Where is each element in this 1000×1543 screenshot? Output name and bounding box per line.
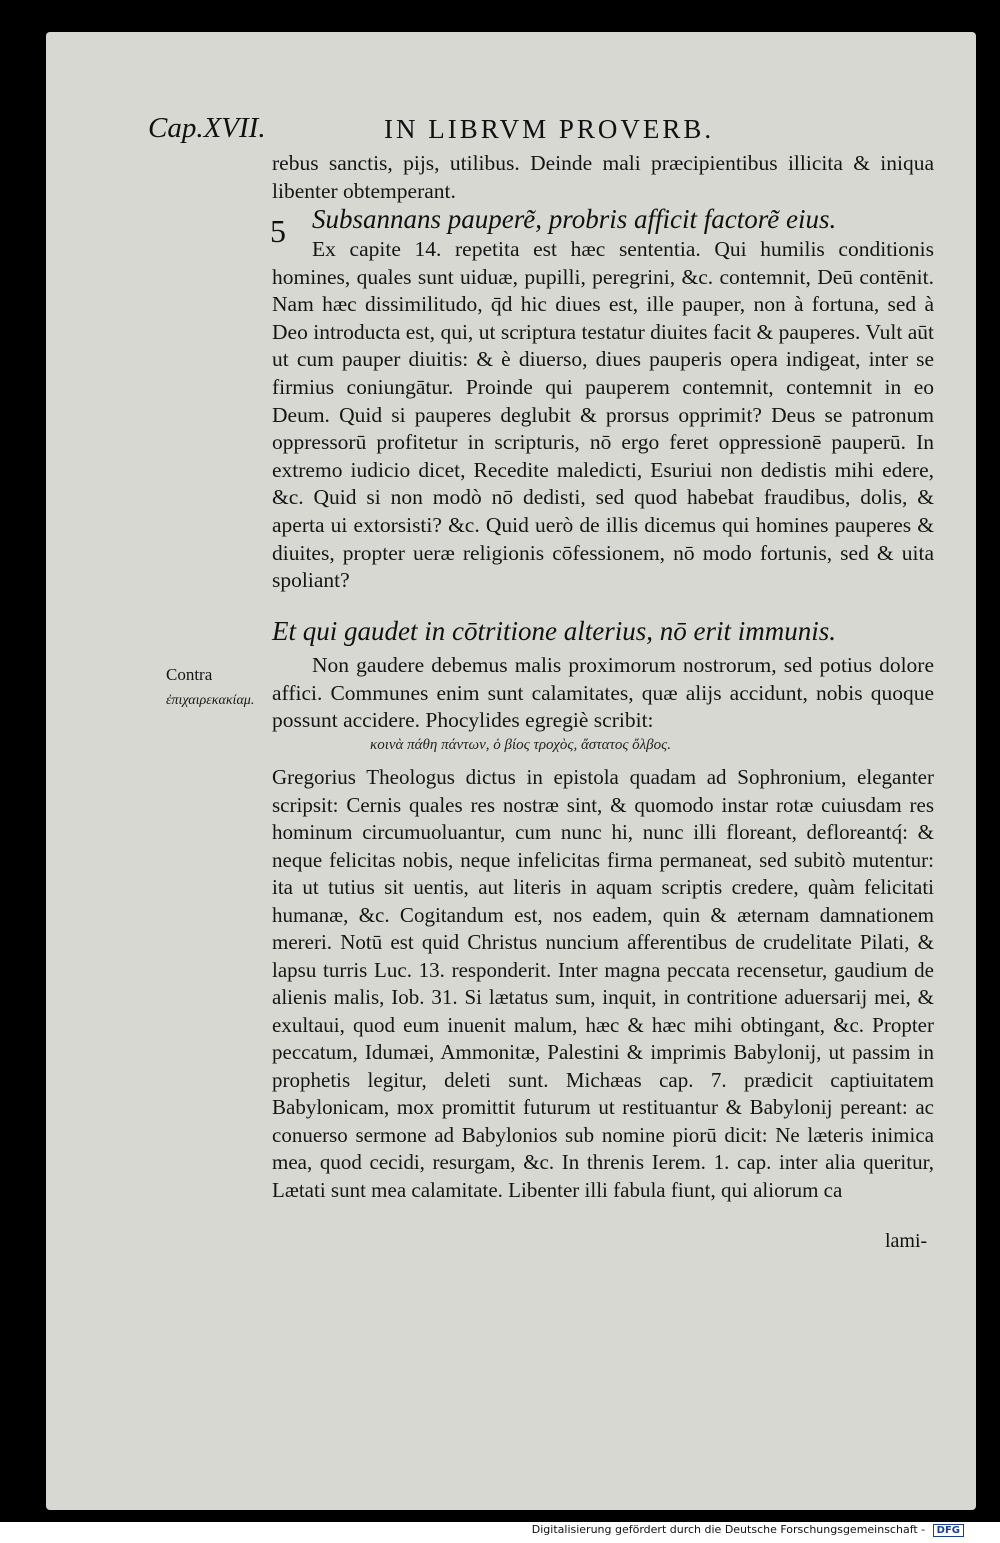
paragraph-three: Gregorius Theologus dictus in epistola quadam ad Sophronium, eleganter scripsit: Cernis quales res nostræ sint, & quomodo instar rotæ cuiusdam res hominum circumuoluantur, cum nunc hi, nunc illi floreant, defloreantq́: & neque felicitas nobis, neque infelicitas firma permaneat, sed subitò mutentur: ita ut tutius sit uentis, aut literis in aquam scriptis credere, quàm felicitati humanæ, &c. Cogitandum est, nos eadem, quin & æternam damnationem mereri. Notū est quid Christus nuncium afferentibus de crudelitate Pilati, & lapsu turris Luc. 13. responderit. Inter magna peccata recensetur, gaudium de alienis malis, Iob. 31. Si lætatus sum, inquit, in contritione aduersarij mei, & exultaui, quod eum inuenit malum, hæc & hæc mihi obtingant, &c. Propter peccatum, Idumæi, Ammonitæ, Palestini & imprimis Babylonij, ut passim in prophetis legitur, deleti sunt. Michæas cap. 7. prædicit captiuitatem Babylonicam, mox promittit futurum ut restituantur & Babylonij pereant: ac conuerso sermone ad Babylonios sub nomine piorū dicit: Ne læteris inimica mea, quod cecidi, resurgam, &c. In threnis Ierem. 1. cap. inter alia queritur, Lætati sunt mea calamitate. Libenter illi fabula fiunt, qui aliorum ca: [272, 765, 934, 1202]
commentary-paragraph: Ex capite 14. repetita est hæc sententia. Qui humilis conditionis homines, quales sunt uiduæ, pupilli, peregrini, &c. contemnit, Deū contēnit. Nam hæc dissimilitudo, q̄d hic diues est, ille pauper, non à fortuna, sed à Deo introducta est, qui, ut scriptura testatur diuites facit & pauperes. Vult aūt ut cum pauper diuitis: & è diuerso, diues pauperis opera indigeat, inter se firmius coniungātur. Proinde qui pauperem contemnit, contemnit in eo Deum. Quid si pauperes deglubit & prorsus opprimit? Deus se patronum oppressorū profitetur in scripturis, nō ergo feret oppressionē pauperū. In extremo iudicio dicet, Recedite maledicti, Esuriui non dedistis mihi edere, &c. Quid si non modò nō dedisti, sed quod habebat fraudibus, dolis, & aperta ui extorsisti? &c. Quid uerò de illis dicemus qui homines pauperes & diuites, propter ueræ religionis cōfessionem, nō modo fortunis, sed & uita spoliant?: [272, 237, 934, 593]
greek-quote: κοινὰ πάθη πάντων, ὁ βίος τροχὸς, ἄστατος ὄλβος.: [370, 737, 671, 753]
verse-heading: Subsannans paupere͂, probris afficit factore͂ eius.: [312, 204, 837, 234]
footer-credit: Digitalisierung gefördert durch die Deutsche Forschungsgemeinschaft -: [531, 1523, 926, 1536]
footer: [532, 1523, 964, 1537]
margin-note: [166, 662, 254, 714]
intro-paragraph: rebus sanctis, pijs, utilibus. Deinde mali præcipientibus illicita & iniqua libenter obtemperant.: [272, 151, 934, 203]
chapter-label: Cap.XVII.: [148, 112, 266, 144]
second-heading: Et qui gaudet in cōtritione alterius, nō erit immunis.: [272, 616, 836, 646]
dfg-logo: DFG: [933, 1524, 964, 1537]
page-title: IN LIBRVM PROVERB.: [384, 114, 715, 144]
intro-text: [272, 150, 934, 206]
verse-commentary: [272, 236, 934, 608]
margin-note-greek: ἐπιχαιρεκακίαμ.: [166, 693, 255, 708]
verse-number: 5: [270, 213, 286, 249]
paragraph-two-block: [272, 652, 934, 736]
paragraph-two: Non gaudere debemus malis proximorum nostrorum, sed potius dolore affici. Communes enim sunt calamitates, quæ alijs accidunt, nobis quoque possunt accidere. Phocylides egregiè scribit:: [272, 653, 934, 733]
running-header: [148, 112, 934, 152]
paragraph-three-block: [272, 764, 934, 1226]
catchword: lami-: [885, 1230, 928, 1252]
margin-note-line: Contra: [166, 665, 213, 684]
